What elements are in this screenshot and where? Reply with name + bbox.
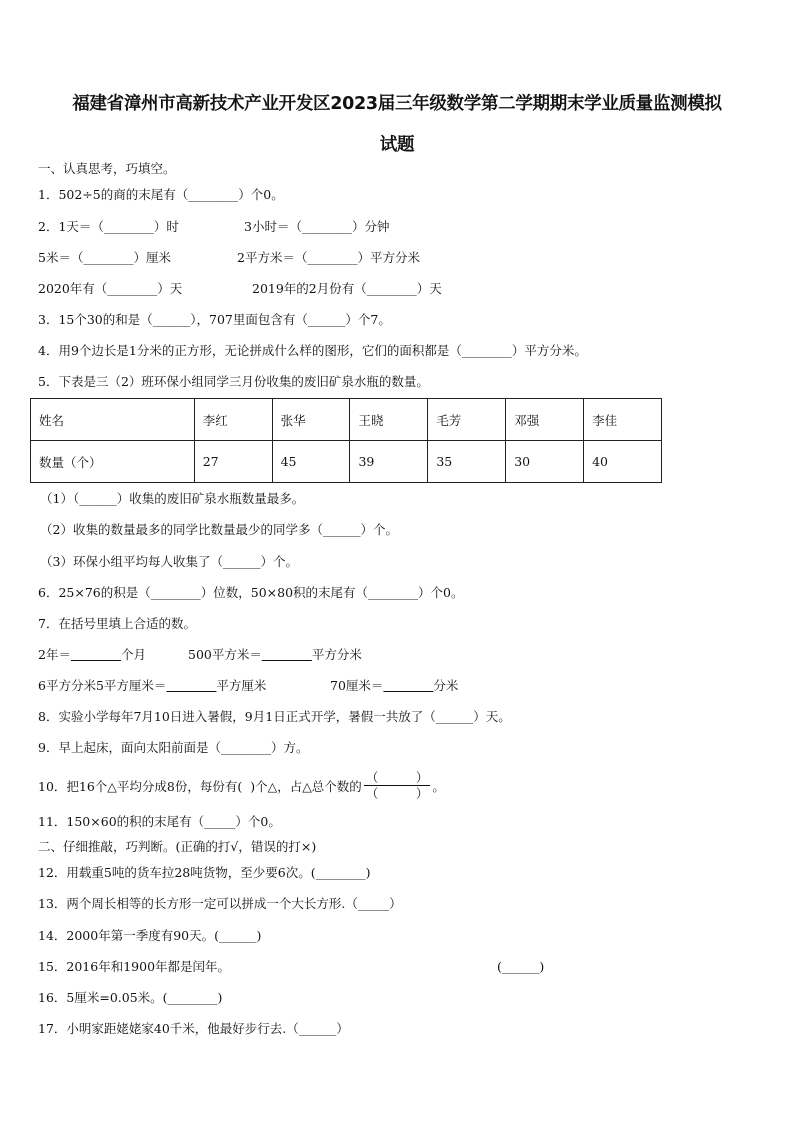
table-cell: 39 xyxy=(350,441,428,483)
question-11: 11．150×60的积的末尾有（_____）个0。 xyxy=(38,814,281,829)
table-cell: 35 xyxy=(428,441,506,483)
question-6: 6．25×76的积是（________）位数，50×80积的末尾有（________）个0。 xyxy=(38,585,464,600)
table-header-row xyxy=(31,399,662,441)
text: 6平方分米5平方厘米＝ xyxy=(38,678,167,693)
answer-blank xyxy=(383,678,433,693)
question-7-part-a xyxy=(38,646,146,664)
question-15-answer-blank: (______) xyxy=(497,959,545,974)
table-cell: 30 xyxy=(506,441,584,483)
table-cell: 27 xyxy=(194,441,272,483)
fraction-numerator: （ ） xyxy=(365,770,429,785)
question-7-part-b xyxy=(188,646,362,664)
question-3: 3．15个30的和是（______），707里面包含有（______）个7。 xyxy=(38,312,391,327)
text: 平方分米 xyxy=(311,647,362,662)
section-heading-fill-in: 一、认真思考，巧填空。 xyxy=(38,161,176,176)
answer-blank xyxy=(166,678,216,693)
text: 2年＝ xyxy=(38,647,71,662)
table-cell: 王晓 xyxy=(350,399,428,441)
question-7-part-d xyxy=(330,677,458,695)
question-7-part-c xyxy=(38,677,266,695)
question-13: 13．两个周长相等的长方形一定可以拼成一个大长方形.（_____） xyxy=(38,896,402,911)
question-2-part-c: 5米＝（________）厘米 xyxy=(38,250,171,265)
question-2-part-a: 2．1天＝（________）时 xyxy=(38,219,179,234)
table-cell: 姓名 xyxy=(31,399,195,441)
question-9: 9．早上起床，面向太阳前面是（________）方。 xyxy=(38,740,309,755)
answer-blank xyxy=(71,647,121,662)
text: 个月 xyxy=(120,647,146,662)
question-5-part-3: （3）环保小组平均每人收集了（______）个。 xyxy=(40,554,298,569)
text: 70厘米＝ xyxy=(330,678,384,693)
text: 。 xyxy=(432,779,445,794)
question-16: 16．5厘米=0.05米。(________) xyxy=(38,990,223,1005)
question-5-part-2: （2）收集的数量最多的同学比数量最少的同学多（______）个。 xyxy=(40,522,398,537)
text: 10．把16个△平均分成8份，每份有( )个△，占△总个数的 xyxy=(38,779,362,794)
question-14: 14．2000年第一季度有90天。(______) xyxy=(38,928,262,943)
question-4: 4．用9个边长是1分米的正方形，无论拼成什么样的图形，它们的面积都是（________）平方分米。 xyxy=(38,343,587,358)
table-cell: 45 xyxy=(272,441,350,483)
question-2-part-d: 2平方米＝（________）平方分米 xyxy=(237,250,420,265)
table-cell: 邓强 xyxy=(506,399,584,441)
question-10 xyxy=(38,772,445,803)
table-cell: 数量（个） xyxy=(31,441,195,483)
text: 500平方米＝ xyxy=(188,647,262,662)
fraction-denominator: （ ） xyxy=(365,786,429,801)
table-cell: 40 xyxy=(584,441,662,483)
section-heading-true-false: 二、仔细推敲，巧判断。(正确的打√，错误的打×) xyxy=(38,839,317,854)
question-17: 17．小明家距姥姥家40千米，他最好步行去.（______） xyxy=(38,1021,349,1036)
question-2-part-b: 3小时＝（________）分钟 xyxy=(244,219,390,234)
question-8: 8．实验小学每年7月10日进入暑假，9月1日正式开学，暑假一共放了（______）天。 xyxy=(38,709,511,724)
page-title-continued: 试题 xyxy=(379,135,415,155)
question-5-part-1: （1）（______）收集的废旧矿泉水瓶数量最多。 xyxy=(40,491,305,506)
table-cell: 李佳 xyxy=(584,399,662,441)
table-cell: 李红 xyxy=(194,399,272,441)
text: 平方厘米 xyxy=(216,678,267,693)
question-5: 5．下表是三（2）班环保小组同学三月份收集的废旧矿泉水瓶的数量。 xyxy=(38,374,429,389)
question-7: 7．在括号里填上合适的数。 xyxy=(38,616,196,631)
table-cell: 毛芳 xyxy=(428,399,506,441)
text: 分米 xyxy=(433,678,459,693)
question-2-part-e: 2020年有（________）天 xyxy=(38,281,183,296)
question-1: 1．502÷5的商的末尾有（________）个0。 xyxy=(38,187,284,202)
fraction-blank xyxy=(364,770,431,801)
question-2-part-f: 2019年的2月份有（________）天 xyxy=(252,281,442,296)
question-15: 15．2016年和1900年都是闰年。 xyxy=(38,959,231,974)
table-cell: 张华 xyxy=(272,399,350,441)
bottle-count-table xyxy=(30,398,662,483)
answer-blank xyxy=(262,647,312,662)
table-row xyxy=(31,441,662,483)
page-title: 福建省漳州市高新技术产业开发区2023届三年级数学第二学期期末学业质量监测模拟 xyxy=(72,94,722,114)
question-12: 12．用载重5吨的货车拉28吨货物，至少要6次。(________) xyxy=(38,865,371,880)
